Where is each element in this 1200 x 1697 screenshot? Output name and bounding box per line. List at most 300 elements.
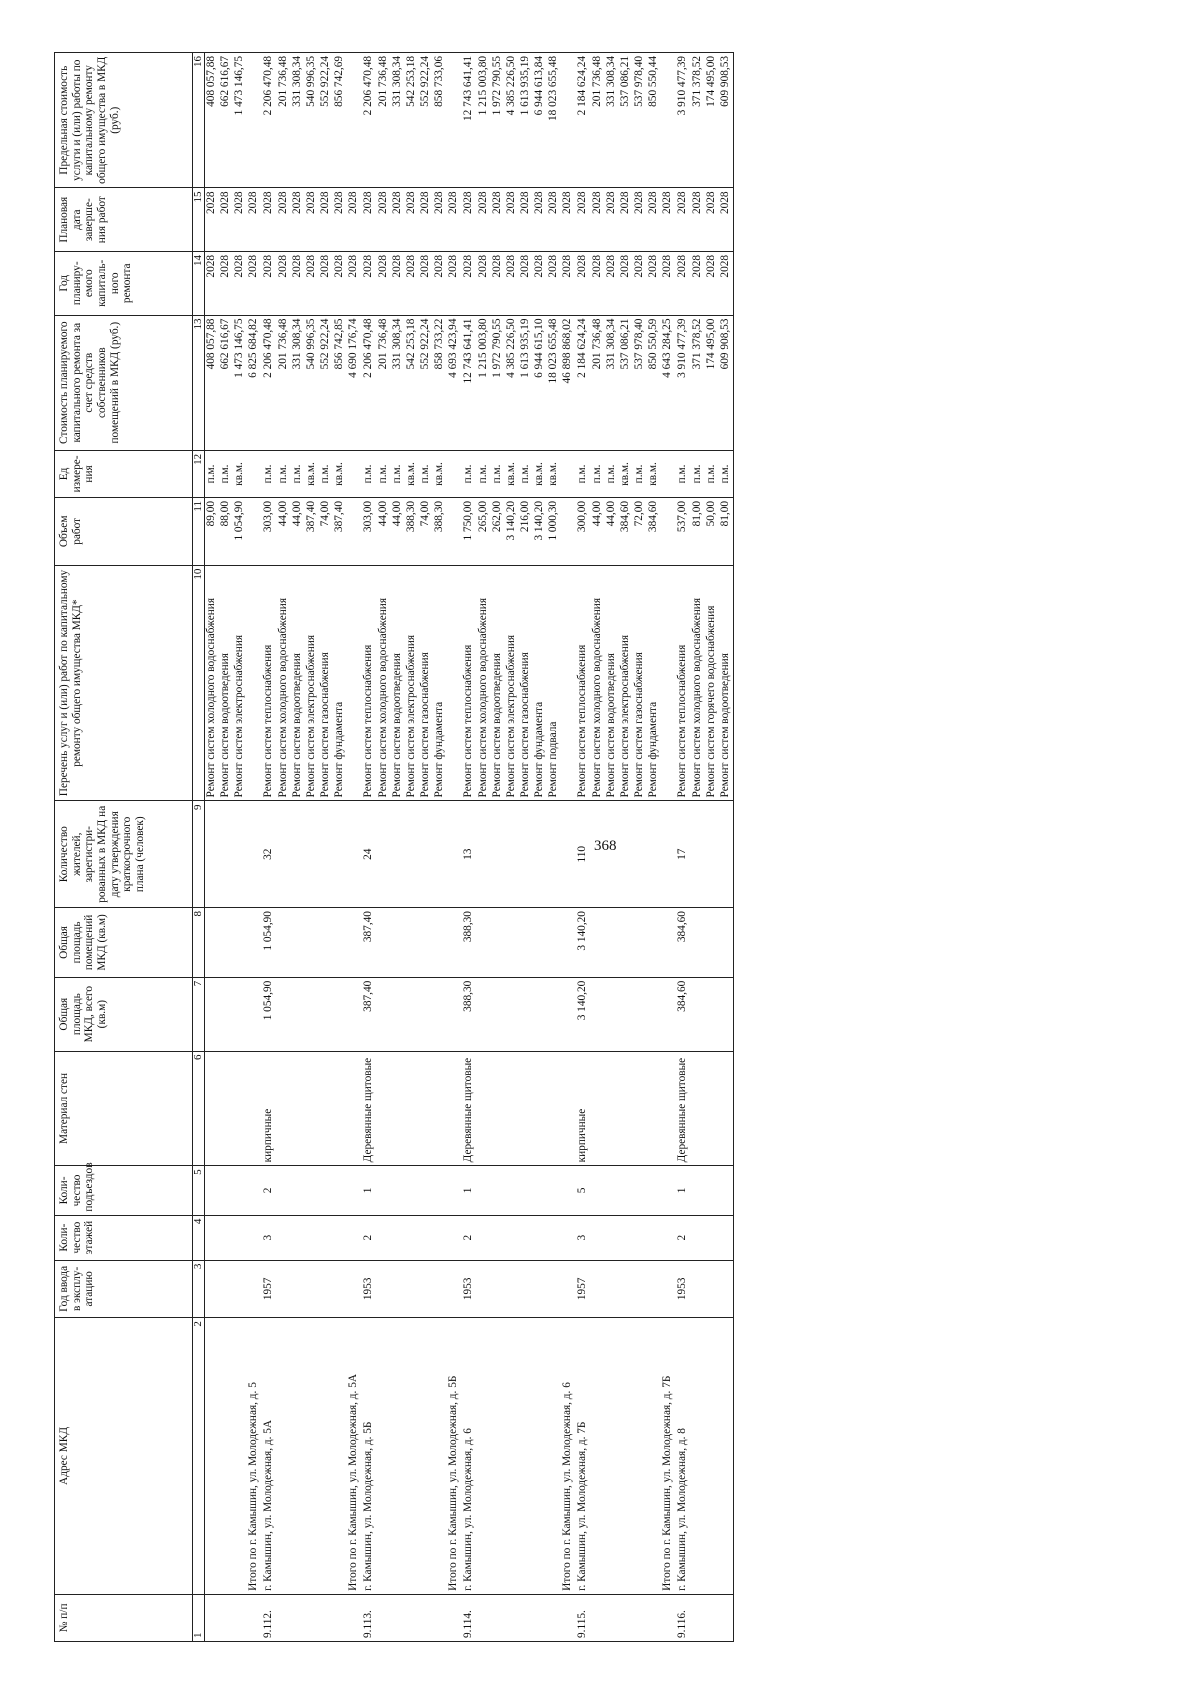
unit-cell: п.м. <box>605 450 619 497</box>
floors-cell <box>605 1215 619 1260</box>
cost-cell: 1 473 146,75 <box>233 315 247 450</box>
rooms-area-cell: 3 140,20 <box>576 908 591 978</box>
row-number <box>591 1594 605 1641</box>
residents-cell <box>661 801 676 908</box>
repair-year-cell: 2028 <box>205 251 220 315</box>
repair-year-cell: 2028 <box>576 251 591 315</box>
entrances-cell <box>691 1166 705 1215</box>
repair-year-cell: 2028 <box>633 251 647 315</box>
rooms-area-cell <box>291 908 305 978</box>
volume-cell: 387,40 <box>305 498 319 566</box>
end-date-cell: 2028 <box>305 188 319 252</box>
limit-cost-cell: 662 616,67 <box>219 53 233 188</box>
limit-cost-cell <box>247 53 262 188</box>
unit-cell: п.м. <box>676 450 691 497</box>
end-date-cell: 2028 <box>719 188 734 252</box>
wall-material-cell <box>333 1051 347 1166</box>
work-row <box>433 53 447 1642</box>
floors-cell <box>477 1215 491 1260</box>
entrances-cell <box>519 1166 533 1215</box>
cost-cell: 2 206 470,48 <box>262 315 277 450</box>
end-date-cell: 2028 <box>233 188 247 252</box>
repair-year-cell: 2028 <box>291 251 305 315</box>
row-number <box>433 1594 447 1641</box>
floors-cell <box>561 1215 576 1260</box>
year-built-cell <box>705 1260 719 1317</box>
entrances-cell <box>377 1166 391 1215</box>
cost-cell: 858 733,22 <box>433 315 447 450</box>
entrances-cell <box>719 1166 734 1215</box>
floors-cell <box>405 1215 419 1260</box>
rooms-area-cell <box>447 908 462 978</box>
wall-material-cell <box>319 1051 333 1166</box>
work-name-cell: Ремонт систем газоснабжения <box>419 565 433 801</box>
total-area-cell <box>233 977 247 1051</box>
cost-cell: 609 908,53 <box>719 315 734 450</box>
row-number <box>347 1594 362 1641</box>
work-name-cell: Ремонт систем холодного водоснабжения <box>205 565 220 801</box>
unit-cell <box>661 450 676 497</box>
address-cell <box>605 1318 619 1595</box>
total-area-cell <box>605 977 619 1051</box>
address-cell <box>647 1318 661 1595</box>
cost-cell: 12 743 641,41 <box>462 315 477 450</box>
floors-cell <box>247 1215 262 1260</box>
total-area-cell <box>691 977 705 1051</box>
floors-cell <box>305 1215 319 1260</box>
row-number <box>705 1594 719 1641</box>
floors-cell <box>333 1215 347 1260</box>
row-number <box>419 1594 433 1641</box>
address-cell <box>277 1318 291 1595</box>
work-row <box>719 53 734 1642</box>
column-header: Год ввода в эксплу-атацию <box>55 1260 193 1317</box>
end-date-cell: 2028 <box>619 188 633 252</box>
floors-cell <box>619 1215 633 1260</box>
floors-cell: 2 <box>462 1215 477 1260</box>
volume-cell: 388,30 <box>433 498 447 566</box>
work-name-cell <box>447 565 462 801</box>
work-name-cell: Ремонт систем холодного водоснабжения <box>591 565 605 801</box>
row-number <box>561 1594 576 1641</box>
repair-year-cell: 2028 <box>661 251 676 315</box>
residents-cell <box>705 801 719 908</box>
address-cell <box>391 1318 405 1595</box>
total-area-cell <box>547 977 561 1051</box>
entrances-cell <box>547 1166 561 1215</box>
row-number <box>605 1594 619 1641</box>
total-area-cell: 1 054,90 <box>262 977 277 1051</box>
year-built-cell <box>419 1260 433 1317</box>
work-name-cell: Ремонт систем водоотведения <box>219 565 233 801</box>
address-cell: г. Камышин, ул. Молодежная, д. 5А <box>262 1318 277 1595</box>
year-built-cell <box>477 1260 491 1317</box>
work-name-cell <box>347 565 362 801</box>
residents-cell: 17 <box>676 801 691 908</box>
rooms-area-cell <box>491 908 505 978</box>
row-number: 9.114. <box>462 1594 477 1641</box>
repair-year-cell: 2028 <box>705 251 719 315</box>
year-built-cell <box>205 1260 220 1317</box>
rooms-area-cell <box>477 908 491 978</box>
unit-cell: кв.м. <box>233 450 247 497</box>
entrances-cell: 1 <box>362 1166 377 1215</box>
unit-cell: п.м. <box>419 450 433 497</box>
limit-cost-cell: 408 057,88 <box>205 53 220 188</box>
entrances-cell <box>561 1166 576 1215</box>
total-area-cell <box>619 977 633 1051</box>
volume-cell: 1 054,90 <box>233 498 247 566</box>
unit-cell: кв.м. <box>505 450 519 497</box>
column-header: Плановая дата заверше-ния работ <box>55 188 193 252</box>
row-number <box>533 1594 547 1641</box>
unit-cell: п.м. <box>633 450 647 497</box>
address-cell <box>505 1318 519 1595</box>
end-date-cell: 2028 <box>377 188 391 252</box>
floors-cell <box>719 1215 734 1260</box>
row-number <box>319 1594 333 1641</box>
work-name-cell: Ремонт систем электроснабжения <box>405 565 419 801</box>
total-area-cell <box>419 977 433 1051</box>
work-row <box>277 53 291 1642</box>
address-cell <box>405 1318 419 1595</box>
cost-cell: 850 550,59 <box>647 315 661 450</box>
limit-cost-cell: 552 922,24 <box>319 53 333 188</box>
wall-material-cell <box>561 1051 576 1166</box>
total-area-cell <box>491 977 505 1051</box>
row-number <box>233 1594 247 1641</box>
unit-cell: кв.м. <box>647 450 661 497</box>
rooms-area-cell <box>533 908 547 978</box>
cost-cell: 201 736,48 <box>591 315 605 450</box>
volume-cell: 74,00 <box>319 498 333 566</box>
unit-cell: п.м. <box>491 450 505 497</box>
year-built-cell <box>505 1260 519 1317</box>
end-date-cell: 2028 <box>505 188 519 252</box>
repair-year-cell: 2028 <box>491 251 505 315</box>
total-area-cell <box>247 977 262 1051</box>
year-built-cell <box>277 1260 291 1317</box>
rooms-area-cell <box>719 908 734 978</box>
end-date-cell: 2028 <box>319 188 333 252</box>
repair-year-cell: 2028 <box>676 251 691 315</box>
unit-cell: п.м. <box>691 450 705 497</box>
year-built-cell <box>347 1260 362 1317</box>
work-name-cell: Ремонт фундамента <box>533 565 547 801</box>
wall-material-cell <box>419 1051 433 1166</box>
limit-cost-cell <box>561 53 576 188</box>
rooms-area-cell <box>333 908 347 978</box>
residents-cell <box>291 801 305 908</box>
floors-cell <box>291 1215 305 1260</box>
end-date-cell: 2028 <box>391 188 405 252</box>
residents-cell: 110 <box>576 801 591 908</box>
total-area-cell <box>333 977 347 1051</box>
end-date-cell: 2028 <box>647 188 661 252</box>
wall-material-cell <box>591 1051 605 1166</box>
volume-cell: 72,00 <box>633 498 647 566</box>
floors-cell <box>519 1215 533 1260</box>
unit-cell: п.м. <box>591 450 605 497</box>
work-row <box>705 53 719 1642</box>
wall-material-cell <box>405 1051 419 1166</box>
work-row <box>591 53 605 1642</box>
row-number <box>247 1594 262 1641</box>
year-built-cell <box>333 1260 347 1317</box>
volume-cell: 1 000,30 <box>547 498 561 566</box>
total-area-cell <box>305 977 319 1051</box>
year-built-cell <box>391 1260 405 1317</box>
address-cell: Итого по г. Камышин, ул. Молодежная, д. 6 <box>561 1318 576 1595</box>
unit-cell: п.м. <box>519 450 533 497</box>
entrances-cell <box>661 1166 676 1215</box>
row-number <box>547 1594 561 1641</box>
rooms-area-cell: 388,30 <box>462 908 477 978</box>
column-number: 13 <box>193 315 205 450</box>
address-cell <box>633 1318 647 1595</box>
entrances-cell <box>647 1166 661 1215</box>
work-row <box>533 53 547 1642</box>
total-area-cell <box>205 977 220 1051</box>
residents-cell <box>477 801 491 908</box>
floors-cell <box>491 1215 505 1260</box>
work-row <box>633 53 647 1642</box>
limit-cost-cell: 542 253,18 <box>405 53 419 188</box>
row-number <box>205 1594 220 1641</box>
rooms-area-cell <box>561 908 576 978</box>
repair-year-cell: 2028 <box>561 251 576 315</box>
address-cell <box>433 1318 447 1595</box>
volume-cell: 384,60 <box>647 498 661 566</box>
unit-cell: п.м. <box>277 450 291 497</box>
address-cell <box>705 1318 719 1595</box>
limit-cost-cell: 858 733,06 <box>433 53 447 188</box>
volume-cell: 44,00 <box>391 498 405 566</box>
row-number <box>333 1594 347 1641</box>
end-date-cell: 2028 <box>362 188 377 252</box>
residents-cell <box>519 801 533 908</box>
residents-cell <box>277 801 291 908</box>
repair-year-cell: 2028 <box>647 251 661 315</box>
residents-cell <box>491 801 505 908</box>
entrances-cell <box>291 1166 305 1215</box>
floors-cell <box>547 1215 561 1260</box>
volume-cell <box>561 498 576 566</box>
floors-cell <box>647 1215 661 1260</box>
volume-cell: 303,00 <box>262 498 277 566</box>
volume-cell <box>661 498 676 566</box>
work-row <box>319 53 333 1642</box>
repair-year-cell: 2028 <box>319 251 333 315</box>
row-number <box>405 1594 419 1641</box>
row-number <box>691 1594 705 1641</box>
end-date-cell: 2028 <box>262 188 277 252</box>
repair-year-cell: 2028 <box>391 251 405 315</box>
work-row <box>477 53 491 1642</box>
year-built-cell <box>605 1260 619 1317</box>
work-row <box>605 53 619 1642</box>
column-number: 10 <box>193 565 205 801</box>
end-date-cell: 2028 <box>462 188 477 252</box>
volume-cell: 537,00 <box>676 498 691 566</box>
work-name-cell: Ремонт систем теплоснабжения <box>576 565 591 801</box>
repair-year-cell: 2028 <box>519 251 533 315</box>
residents-cell <box>319 801 333 908</box>
rooms-area-cell <box>277 908 291 978</box>
year-built-cell <box>561 1260 576 1317</box>
unit-cell: кв.м. <box>533 450 547 497</box>
repair-year-cell: 2028 <box>547 251 561 315</box>
row-number <box>619 1594 633 1641</box>
unit-cell: п.м. <box>391 450 405 497</box>
limit-cost-cell: 201 736,48 <box>591 53 605 188</box>
end-date-cell: 2028 <box>405 188 419 252</box>
work-row <box>233 53 247 1642</box>
row-number: 9.116. <box>676 1594 691 1641</box>
end-date-cell: 2028 <box>691 188 705 252</box>
address-cell <box>305 1318 319 1595</box>
total-area-cell: 3 140,20 <box>576 977 591 1051</box>
address-cell <box>533 1318 547 1595</box>
year-built-cell <box>519 1260 533 1317</box>
rooms-area-cell <box>633 908 647 978</box>
residents-cell <box>247 801 262 908</box>
limit-cost-cell: 3 910 477,39 <box>676 53 691 188</box>
entrances-cell <box>391 1166 405 1215</box>
work-name-cell: Ремонт систем холодного водоснабжения <box>277 565 291 801</box>
column-number: 15 <box>193 188 205 252</box>
work-row <box>205 53 220 1642</box>
cost-cell: 542 253,18 <box>405 315 419 450</box>
work-name-cell: Ремонт систем водоотведения <box>291 565 305 801</box>
entrances-cell <box>533 1166 547 1215</box>
wall-material-cell <box>619 1051 633 1166</box>
total-row <box>561 53 576 1642</box>
wall-material-cell <box>519 1051 533 1166</box>
total-area-cell <box>647 977 661 1051</box>
year-built-cell: 1957 <box>262 1260 277 1317</box>
entrances-cell <box>705 1166 719 1215</box>
repair-year-cell: 2028 <box>333 251 347 315</box>
rooms-area-cell <box>233 908 247 978</box>
unit-cell: п.м. <box>205 450 220 497</box>
address-cell: Итого по г. Камышин, ул. Молодежная, д. 5Б <box>447 1318 462 1595</box>
wall-material-cell: Деревянные щитовые <box>362 1051 377 1166</box>
year-built-cell <box>433 1260 447 1317</box>
address-cell <box>491 1318 505 1595</box>
address-cell: Итого по г. Камышин, ул. Молодежная, д. 7Б <box>661 1318 676 1595</box>
entrances-cell <box>319 1166 333 1215</box>
unit-cell <box>561 450 576 497</box>
column-number: 16 <box>193 53 205 188</box>
rooms-area-cell <box>305 908 319 978</box>
rooms-area-cell <box>247 908 262 978</box>
volume-cell: 81,00 <box>691 498 705 566</box>
total-area-cell <box>319 977 333 1051</box>
total-area-cell <box>447 977 462 1051</box>
work-row <box>505 53 519 1642</box>
column-header: Общая площадь МКД, всего (кв.м) <box>55 977 193 1051</box>
year-built-cell <box>233 1260 247 1317</box>
end-date-cell: 2028 <box>205 188 220 252</box>
floors-cell <box>447 1215 462 1260</box>
entrances-cell <box>277 1166 291 1215</box>
wall-material-cell <box>647 1051 661 1166</box>
work-name-cell: Ремонт систем газоснабжения <box>519 565 533 801</box>
limit-cost-cell: 1 473 146,75 <box>233 53 247 188</box>
row-number <box>647 1594 661 1641</box>
cost-cell: 1 613 935,19 <box>519 315 533 450</box>
cost-cell: 2 206 470,48 <box>362 315 377 450</box>
work-name-cell: Ремонт систем газоснабжения <box>319 565 333 801</box>
cost-cell: 540 996,35 <box>305 315 319 450</box>
page-number: 368 <box>594 838 617 854</box>
wall-material-cell <box>305 1051 319 1166</box>
floors-cell <box>633 1215 647 1260</box>
building-row <box>362 53 377 1642</box>
year-built-cell <box>491 1260 505 1317</box>
wall-material-cell <box>605 1051 619 1166</box>
wall-material-cell <box>247 1051 262 1166</box>
cost-cell: 4 690 176,74 <box>347 315 362 450</box>
limit-cost-cell: 201 736,48 <box>277 53 291 188</box>
cost-cell: 1 972 790,55 <box>491 315 505 450</box>
address-cell <box>319 1318 333 1595</box>
work-name-cell: Ремонт систем газоснабжения <box>633 565 647 801</box>
unit-cell: п.м. <box>377 450 391 497</box>
work-name-cell: Ремонт систем электроснабжения <box>505 565 519 801</box>
cost-cell: 4 693 423,94 <box>447 315 462 450</box>
row-number: 9.115. <box>576 1594 591 1641</box>
header-row <box>55 53 193 1642</box>
address-cell <box>291 1318 305 1595</box>
work-name-cell: Ремонт систем холодного водоснабжения <box>691 565 705 801</box>
floors-cell: 3 <box>262 1215 277 1260</box>
end-date-cell: 2028 <box>676 188 691 252</box>
rooms-area-cell <box>219 908 233 978</box>
wall-material-cell <box>661 1051 676 1166</box>
cost-cell: 4 385 226,50 <box>505 315 519 450</box>
rooms-area-cell <box>433 908 447 978</box>
unit-cell: п.м. <box>462 450 477 497</box>
work-row <box>491 53 505 1642</box>
total-area-cell <box>561 977 576 1051</box>
wall-material-cell <box>505 1051 519 1166</box>
capital-repair-table <box>54 52 734 1642</box>
end-date-cell: 2028 <box>247 188 262 252</box>
residents-cell <box>505 801 519 908</box>
rooms-area-cell: 384,60 <box>676 908 691 978</box>
work-name-cell: Ремонт систем холодного водоснабжения <box>477 565 491 801</box>
cost-cell: 856 742,85 <box>333 315 347 450</box>
volume-cell: 265,00 <box>477 498 491 566</box>
work-name-cell: Ремонт фундамента <box>333 565 347 801</box>
column-header: Материал стен <box>55 1051 193 1166</box>
wall-material-cell <box>691 1051 705 1166</box>
work-row <box>419 53 433 1642</box>
total-row <box>447 53 462 1642</box>
limit-cost-cell: 1 613 935,19 <box>519 53 533 188</box>
residents-cell <box>419 801 433 908</box>
work-name-cell <box>247 565 262 801</box>
column-header: Перечень услуг и (или) работ по капитальному ремонту общего имущества МКД* <box>55 565 193 801</box>
address-cell <box>333 1318 347 1595</box>
residents-cell <box>591 801 605 908</box>
volume-cell: 74,00 <box>419 498 433 566</box>
volume-cell: 89,00 <box>205 498 220 566</box>
total-area-cell <box>291 977 305 1051</box>
volume-cell: 388,30 <box>405 498 419 566</box>
